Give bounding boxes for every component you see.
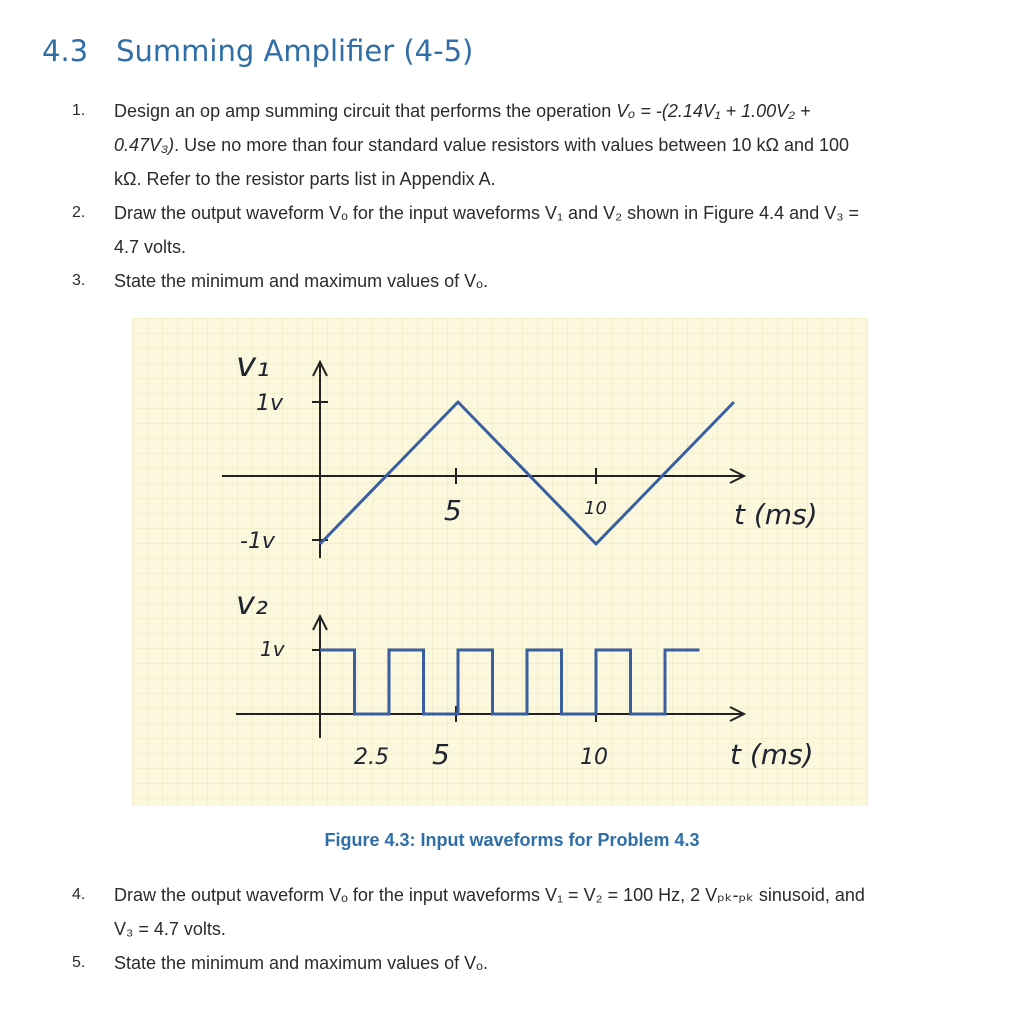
v1-xtick-label-5: 5: [444, 494, 462, 527]
problem-line: [114, 128, 972, 162]
v2-xaxis-label: t (ms): [730, 738, 814, 771]
problem-item: [72, 94, 972, 196]
v2-level-label: 1v: [260, 637, 285, 661]
problem-list-top: [72, 94, 972, 298]
v1-xtick-label-10: 10: [584, 498, 607, 519]
problem-number: 3.: [72, 272, 86, 289]
problem-item: [72, 946, 972, 980]
waveform-figure: [132, 318, 868, 806]
problem-line: Draw the output waveform Vₒ for the input waveforms V₁ and V₂ shown in Figure 4.4 and V₃ =: [114, 203, 860, 223]
problem-item: [72, 878, 972, 946]
problem-number: 2.: [72, 204, 86, 221]
equation: Vₒ = -(2.14V₁ + 1.00V₂ +: [616, 101, 811, 121]
v1-xaxis-label: t (ms): [734, 498, 818, 531]
problem-text: . Use no more than four standard value resistors with values between 10 kΩ and 100: [174, 135, 850, 155]
problem-line: V₃ = 4.7 volts.: [114, 919, 226, 939]
problem-list-bottom: [72, 878, 972, 980]
problem-item: [72, 196, 972, 264]
problem-text: Design an op amp summing circuit that performs the operation: [114, 101, 617, 121]
problem-item: [72, 264, 972, 298]
problem-number: 5.: [72, 954, 86, 971]
waveform-svg: [132, 318, 868, 806]
v1-pos-label: 1v: [256, 391, 284, 416]
problem-line: State the minimum and maximum values of Vₒ.: [114, 953, 488, 973]
figure-caption: Figure 4.3: Input waveforms for Problem 4.3: [324, 830, 700, 850]
problem-number: 4.: [72, 886, 86, 903]
problem-line: [114, 94, 972, 128]
problem-line: Draw the output waveform Vₒ for the input waveforms V₁ = V₂ = 100 Hz, 2 Vₚₖ-ₚₖ sinusoid, and: [114, 885, 865, 905]
graph-paper-grid: [132, 318, 868, 806]
section-title: Summing Amplifier (4-5): [116, 34, 474, 68]
problem-line: 4.7 volts.: [114, 237, 187, 257]
problem-line: kΩ. Refer to the resistor parts list in Appendix A.: [114, 169, 496, 189]
v1-ylabel: v₁: [236, 345, 270, 385]
v1-neg-label: -1v: [240, 529, 275, 554]
v2-xtick-label-5: 5: [432, 738, 450, 771]
v2-xtick-label-10: 10: [580, 745, 608, 770]
v2-xtick-label-2.5: 2.5: [354, 745, 389, 770]
v2-ylabel: v₂: [236, 584, 268, 622]
problem-line: State the minimum and maximum values of Vₒ.: [114, 271, 488, 291]
equation: 0.47V₃): [114, 135, 175, 155]
section-heading: [42, 34, 473, 68]
section-number: 4.3: [42, 34, 89, 68]
problem-number: 1.: [72, 102, 86, 119]
